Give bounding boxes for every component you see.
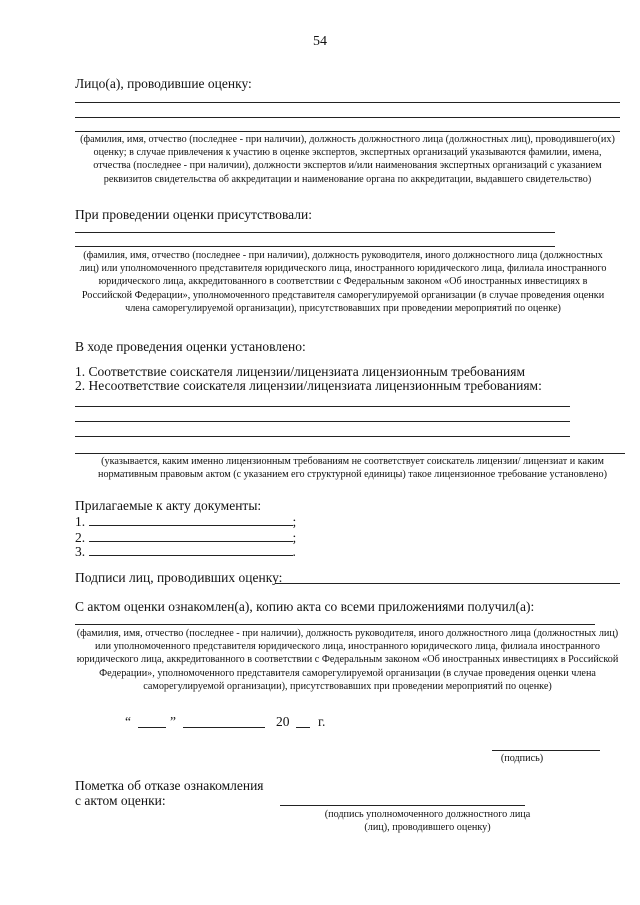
attachments-heading: Прилагаемые к акту документы: [75, 498, 262, 513]
attachment-field-3[interactable] [89, 543, 293, 556]
attachment-item-3 [75, 543, 296, 560]
attendees-heading: При проведении оценки присутствовали: [75, 207, 312, 222]
refusal-signature-line[interactable] [280, 805, 525, 806]
noncompliance-line-3[interactable] [75, 436, 570, 437]
assessors-line-1[interactable] [75, 102, 620, 103]
assessors-note: (фамилия, имя, отчество (последнее - при наличии), должность должностного лица (должностных лиц), проводившего(их) оценку; в случае привлечения к участию в оценке экспертов, экспертных организаций указываются фамилии, имена, отчества (последнее - при наличии), должности экспертов и/или наименования экспертных организаций с указанием реквизитов свидетельства об аккредитации и наименование органа по аккредитации, выдавшего свидетельство) [80, 134, 615, 185]
attachment-item-1 [75, 513, 296, 530]
refusal-label-line-1: Пометка об отказе ознакомления [75, 778, 264, 793]
date-day-field[interactable] [138, 727, 166, 728]
attendees-note: (фамилия, имя, отчество (последнее - при наличии), должность руководителя, иного должностного лица (должностных лиц) или уполномоченного представителя юридического лица, иностранного юридического лица, филиала иностранного юридического лица, аккредитованного в соответствии с Федеральным законом «Об иностранных инвестициях в Российской Федерации», уполномоченного представителя саморегулируемой организации (в случае проведения оценки члена саморегулируемой организации), присутствовавших при проведении мероприятий по оценке) [79, 250, 607, 314]
acknowledgement-heading: С актом оценки ознакомлен(а), копию акта со всеми приложениями получил(а): [75, 599, 535, 614]
attendees-line-1[interactable] [75, 232, 555, 233]
date-month-field[interactable] [183, 727, 265, 728]
noncompliance-line-4[interactable] [75, 453, 625, 454]
refusal-label-line-2: с актом оценки: [75, 793, 166, 808]
page-number: 54 [313, 34, 327, 49]
attachment-number-2: 2. [75, 530, 86, 545]
signatures-label: Подписи лиц, проводивших оценку: [75, 570, 283, 585]
noncompliance-note: (указывается, каким именно лицензионным требованиям не соответствует соискатель лицензии/ лицензиат и каким нормативным правовым актом (с указанием его структурной единицы) такое лицензионное требование установлено) [98, 456, 607, 481]
noncompliance-line-1[interactable] [75, 406, 570, 407]
refusal-note: (подпись уполномоченного должностного лица (лиц), проводившего оценку) [324, 809, 531, 834]
date-open-quote: “ [125, 714, 131, 729]
attachment-number-1: 1. [75, 514, 86, 529]
signature-caption: (подпись) [500, 753, 544, 764]
attachment-end-3: . [292, 544, 296, 559]
attachment-field-2[interactable] [89, 529, 293, 542]
acknowledgement-line[interactable] [75, 624, 595, 625]
attachment-end-1: ; [292, 514, 297, 529]
noncompliance-line-2[interactable] [75, 421, 570, 422]
noncompliance-item: 2. Несоответствие соискателя лицензии/лицензиата лицензионным требованиям: [75, 378, 542, 393]
signature-line[interactable] [492, 750, 600, 751]
attachment-number-3: 3. [75, 544, 86, 559]
attachment-end-2: ; [292, 530, 297, 545]
assessors-line-2[interactable] [75, 117, 620, 118]
assessors-heading: Лицо(а), проводившие оценку: [75, 76, 252, 91]
date-close-quote: ” [170, 714, 176, 729]
date-year-suffix: г. [318, 714, 326, 729]
date-year-field[interactable] [296, 727, 310, 728]
date-year-prefix: 20 [276, 714, 290, 729]
assessors-line-3[interactable] [75, 131, 620, 132]
acknowledgement-note: (фамилия, имя, отчество (последнее - при наличии), должность руководителя, иного должностного лица (должностных лиц) или уполномоченного представителя юридического лица, иностранного юридического лица, филиала иностранного юридического лица, аккредитованного в соответствии с Федеральным законом «Об иностранных инвестициях в Российской Федерации», уполномоченного представителя саморегулируемой организации (в случае проведения оценки члена саморегулируемой организации), присутствовавших при проведении мероприятий по оценке) [76, 628, 619, 692]
signatures-line[interactable] [275, 583, 620, 584]
attendees-line-2[interactable] [75, 246, 555, 247]
findings-heading: В ходе проведения оценки установлено: [75, 339, 306, 354]
compliance-item: 1. Соответствие соискателя лицензии/лицензиата лицензионным требованиям [75, 364, 526, 379]
attachment-field-1[interactable] [89, 513, 293, 526]
